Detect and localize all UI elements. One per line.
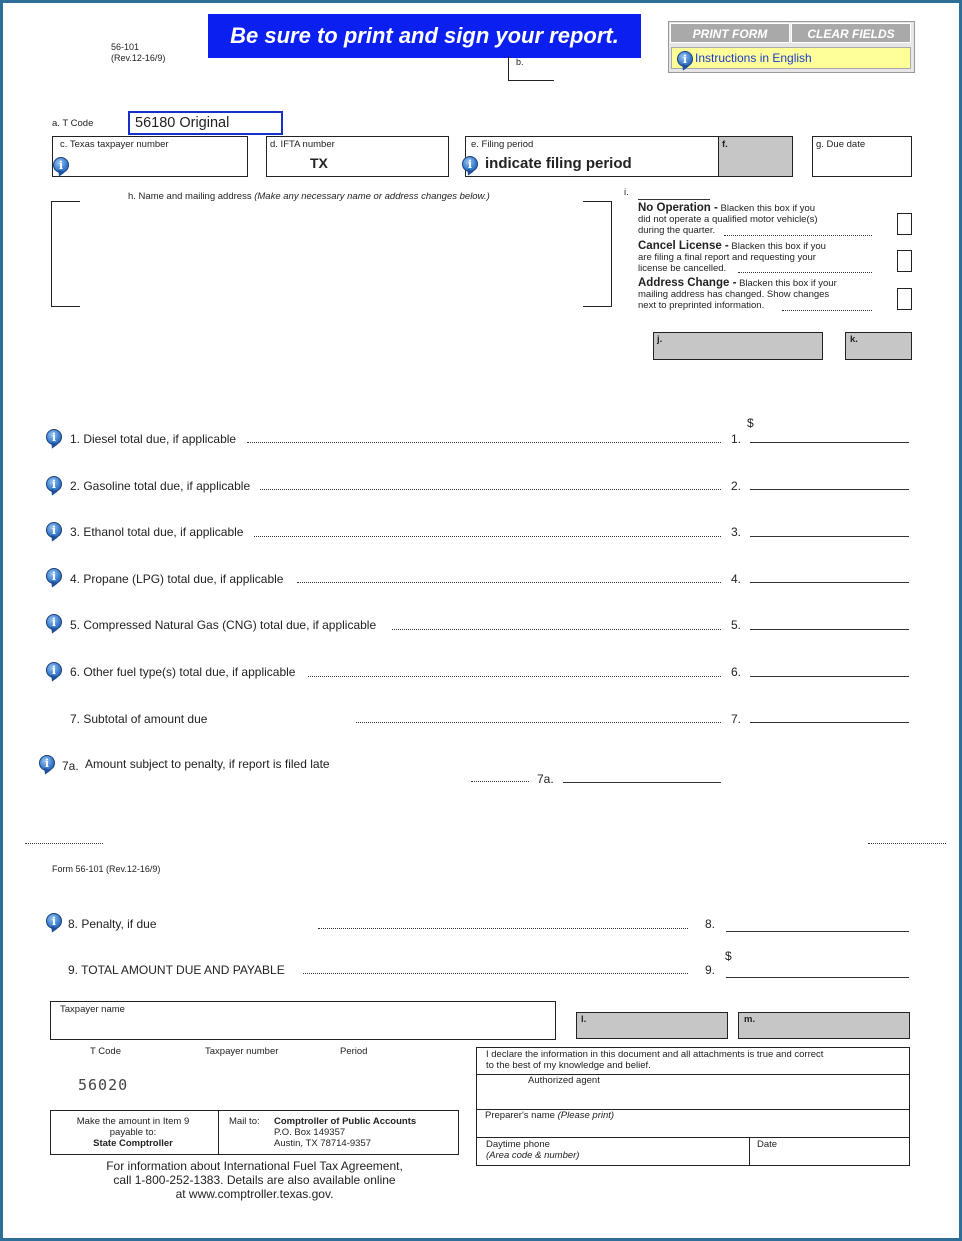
- penalty-subject-amount-input[interactable]: [563, 782, 721, 783]
- field-m-box: [738, 1012, 910, 1039]
- line-3-label: 3. Ethanol total due, if applicable: [70, 525, 244, 539]
- leader-dots: [303, 973, 688, 974]
- line-3-number: 3.: [731, 525, 742, 539]
- option-title: No Operation -: [638, 202, 718, 214]
- address-change-option: [638, 278, 878, 311]
- field-c-label: c. Texas taxpayer number: [60, 139, 169, 150]
- field-l-box: [576, 1012, 728, 1039]
- field-a-label: a. T Code: [52, 118, 94, 129]
- field-g-label: g. Due date: [816, 139, 866, 150]
- field-i-line[interactable]: [638, 199, 710, 200]
- leader-dots: [318, 928, 688, 929]
- leader-dots: [297, 582, 721, 583]
- mail-address: P.O. Box 149357: [274, 1127, 346, 1138]
- propane-amount-input[interactable]: [750, 582, 909, 583]
- line-2-label: 2. Gasoline total due, if applicable: [70, 479, 251, 493]
- info-icon[interactable]: i: [46, 662, 62, 678]
- subtotal-amount-input[interactable]: [750, 722, 909, 723]
- penalty-amount-input[interactable]: [726, 931, 909, 932]
- option-title: Cancel License -: [638, 240, 729, 252]
- line-1-label: 1. Diesel total due, if applicable: [70, 432, 237, 446]
- period-label: Period: [340, 1046, 368, 1057]
- divider: [749, 1137, 750, 1166]
- tcode-value: 56020: [78, 1076, 129, 1094]
- line-7a-number: 7a.: [537, 772, 554, 786]
- leader-dots: [724, 235, 872, 236]
- line-9-label: 9. TOTAL AMOUNT DUE AND PAYABLE: [68, 963, 285, 977]
- cng-amount-input[interactable]: [750, 629, 909, 630]
- info-icon[interactable]: i: [462, 156, 478, 172]
- leader-dots: [308, 676, 721, 677]
- leader-dots: [247, 442, 721, 443]
- preparer-label-group: [485, 1110, 614, 1121]
- info-icon[interactable]: i: [46, 614, 62, 630]
- mail-address: Austin, TX 78714-9357: [274, 1138, 372, 1149]
- info-icon[interactable]: i: [39, 755, 55, 771]
- currency-symbol: $: [747, 416, 754, 430]
- line-4-number: 4.: [731, 572, 742, 586]
- payable-text: State Comptroller: [93, 1138, 173, 1149]
- line-2-number: 2.: [731, 479, 742, 493]
- divider: [218, 1110, 219, 1155]
- form-id: 56-101: [111, 42, 140, 52]
- leader-dots: [471, 781, 529, 782]
- authorized-agent-label: Authorized agent: [528, 1075, 600, 1086]
- line-7-number: 7.: [731, 712, 742, 726]
- leader-dots: [392, 629, 721, 630]
- field-j-label: j.: [657, 334, 663, 345]
- phone-note: (Area code & number): [486, 1150, 580, 1161]
- address-change-checkbox[interactable]: [897, 288, 912, 310]
- leader-dots: [782, 310, 872, 311]
- option-text: Blacken this box if you: [720, 203, 816, 214]
- no-operation-checkbox[interactable]: [897, 213, 912, 235]
- field-h-label-text: h. Name and mailing address: [128, 191, 252, 202]
- line-4-label: 4. Propane (LPG) total due, if applicable: [70, 572, 284, 586]
- info-icon[interactable]: i: [46, 476, 62, 492]
- mail-address: Comptroller of Public Accounts: [274, 1116, 417, 1127]
- line-5-label: 5. Compressed Natural Gas (CNG) total due, if applicable: [70, 618, 377, 632]
- line-6-label: 6. Other fuel type(s) total due, if applicable: [70, 665, 296, 679]
- cancel-license-checkbox[interactable]: [897, 250, 912, 272]
- date-field[interactable]: [790, 1139, 908, 1165]
- field-b-box[interactable]: [508, 56, 554, 81]
- field-h-label: [128, 191, 490, 202]
- option-text: Blacken this box if your: [739, 278, 837, 289]
- field-l-label: l.: [581, 1014, 587, 1025]
- print-sign-banner: Be sure to print and sign your report.: [208, 14, 641, 58]
- address-bracket-left: [51, 201, 80, 307]
- option-text: mailing address has changed. Show changes: [638, 289, 830, 300]
- bottom-form-id: Form 56-101 (Rev.12-16/9): [52, 864, 161, 874]
- payable-text: payable to:: [109, 1127, 157, 1138]
- footer-text: For information about International Fuel Tax Agreement,: [106, 1159, 403, 1173]
- address-bracket-right: [583, 201, 612, 307]
- field-e-label: e. Filing period: [471, 139, 534, 150]
- option-text: Blacken this box if you: [731, 241, 826, 252]
- total-amount-input[interactable]: [726, 977, 909, 978]
- line-7a-prefix: 7a.: [62, 759, 79, 773]
- line-9-number: 9.: [705, 963, 716, 977]
- option-text: did not operate a qualified motor vehicle(s): [638, 214, 818, 225]
- footer-text: at www.comptroller.texas.gov.: [175, 1187, 334, 1201]
- no-operation-option: [638, 203, 878, 236]
- daytime-phone-field[interactable]: [600, 1139, 748, 1165]
- tcode-input[interactable]: 56180 Original: [128, 111, 283, 135]
- date-label: Date: [757, 1139, 778, 1150]
- currency-symbol: $: [725, 949, 732, 963]
- option-text: during the quarter.: [638, 225, 716, 236]
- line-8-label: 8. Penalty, if due: [68, 917, 157, 931]
- form-rev: (Rev.12-16/9): [111, 53, 166, 63]
- phone-label: Daytime phone: [486, 1139, 550, 1150]
- tear-line-left: [25, 843, 103, 844]
- line-6-number: 6.: [731, 665, 742, 679]
- leader-dots: [356, 722, 721, 723]
- field-b-label: b.: [516, 57, 524, 67]
- preparer-label: Preparer's name: [485, 1110, 555, 1121]
- payable-text: Make the amount in Item 9: [76, 1116, 190, 1127]
- line-7a-label: Amount subject to penalty, if report is filed late: [85, 757, 330, 771]
- taxpayer-name-field[interactable]: [50, 1001, 556, 1040]
- diesel-amount-input[interactable]: [750, 442, 909, 443]
- declaration-text: I declare the information in this document and all attachments is true and correct: [486, 1049, 824, 1060]
- line-7-label: 7. Subtotal of amount due: [70, 712, 208, 726]
- clear-fields-button[interactable]: CLEAR FIELDS: [791, 23, 911, 43]
- line-8-number: 8.: [705, 917, 716, 931]
- field-f-label: f.: [722, 139, 728, 150]
- divider: [476, 1137, 910, 1138]
- field-f-box: [718, 136, 793, 177]
- preparer-name-field[interactable]: [630, 1112, 908, 1136]
- leader-dots: [254, 536, 721, 537]
- print-form-button[interactable]: PRINT FORM: [670, 23, 790, 43]
- field-k-label: k.: [850, 334, 858, 345]
- authorized-agent-signature-field[interactable]: [477, 1087, 909, 1108]
- line-5-number: 5.: [731, 618, 742, 632]
- info-icon[interactable]: i: [46, 429, 62, 445]
- field-i-label: i.: [624, 187, 629, 198]
- option-text: next to preprinted information.: [638, 300, 765, 311]
- info-icon[interactable]: i: [46, 913, 62, 929]
- footer-text: call 1-800-252-1383. Details are also available online: [113, 1173, 396, 1187]
- info-icon[interactable]: i: [53, 157, 69, 173]
- option-title: Address Change -: [638, 277, 737, 289]
- option-text: are filing a final report and requesting your: [638, 252, 816, 263]
- info-icon[interactable]: i: [677, 51, 693, 67]
- preparer-note: (Please print): [557, 1110, 615, 1121]
- instructions-label: Instructions in English: [695, 51, 812, 65]
- field-j-box: [653, 332, 823, 360]
- ifta-value: TX: [310, 155, 328, 171]
- declaration-text: to the best of my knowledge and belief.: [486, 1060, 651, 1071]
- mail-label: Mail to:: [229, 1116, 260, 1127]
- cancel-license-option: [638, 241, 878, 274]
- info-icon[interactable]: i: [46, 522, 62, 538]
- taxpayer-number-label: Taxpayer number: [205, 1046, 279, 1057]
- option-text: license be cancelled.: [638, 263, 727, 274]
- other-fuel-amount-input[interactable]: [750, 676, 909, 677]
- mailing-address-field[interactable]: [80, 202, 582, 304]
- tear-line-right: [868, 843, 946, 844]
- line-1-number: 1.: [731, 432, 742, 446]
- leader-dots: [260, 489, 721, 490]
- tcode-label: T Code: [90, 1046, 121, 1057]
- info-icon[interactable]: i: [46, 568, 62, 584]
- leader-dots: [738, 272, 872, 273]
- field-d-label: d. IFTA number: [270, 139, 335, 150]
- gasoline-amount-input[interactable]: [750, 489, 909, 490]
- taxpayer-name-label: Taxpayer name: [60, 1004, 125, 1015]
- filing-period-value: indicate filing period: [485, 155, 632, 172]
- field-h-note: (Make any necessary name or address changes below.): [254, 191, 490, 202]
- field-m-label: m.: [744, 1014, 756, 1025]
- ethanol-amount-input[interactable]: [750, 536, 909, 537]
